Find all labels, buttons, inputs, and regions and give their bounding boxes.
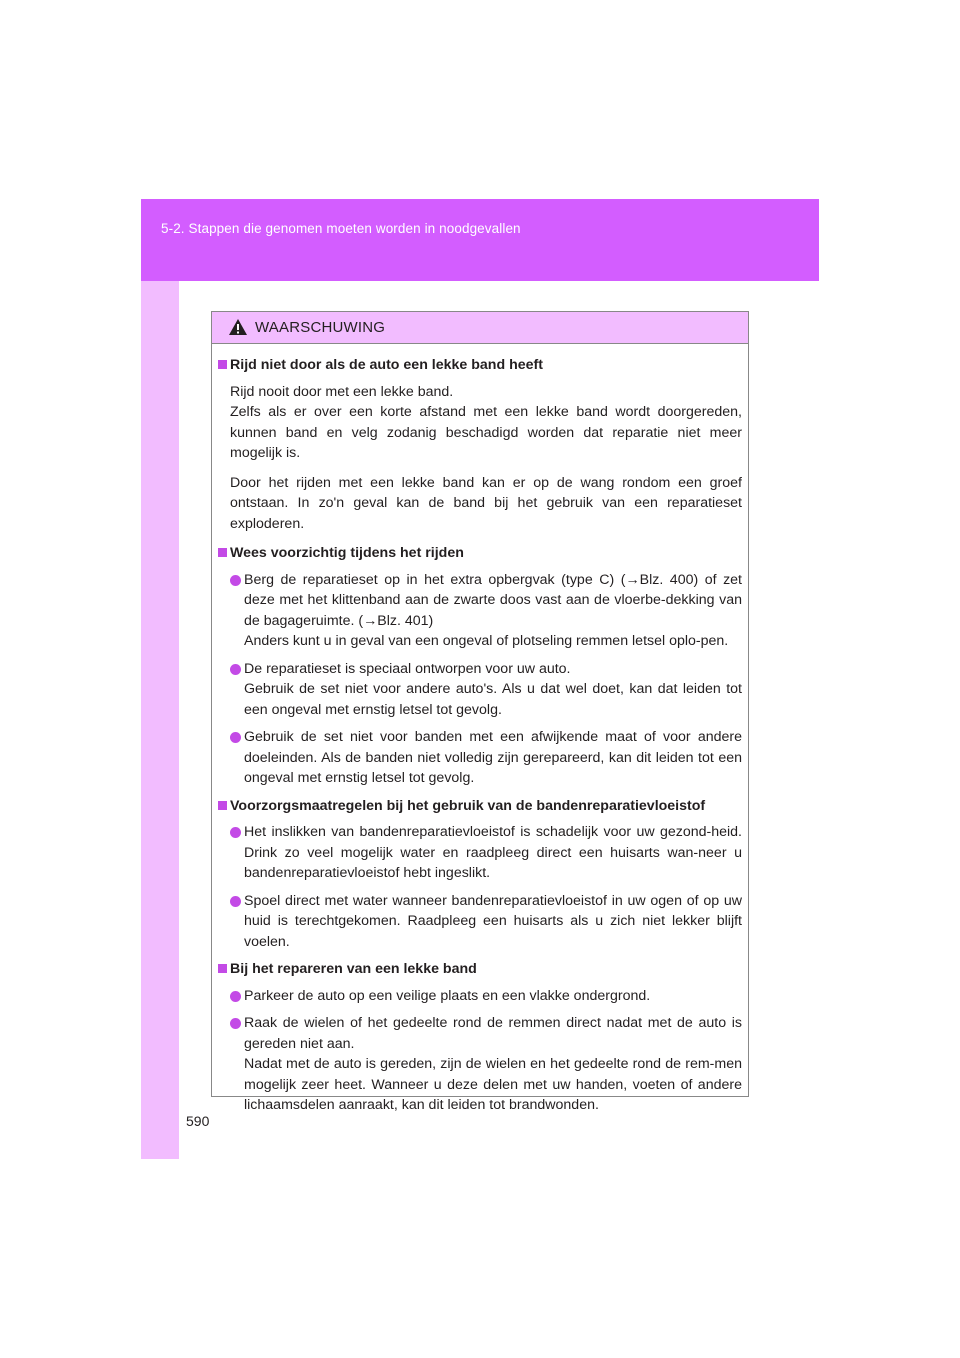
paragraph: Door het rijden met een lekke band kan er op de wang rondom een groef ontstaan. In zo'n geval kan de band bij het gebruik van een reparatieset exploderen. bbox=[230, 474, 742, 532]
bullet-item: Parkeer de auto op een veilige plaats en een vlakke ondergrond. bbox=[218, 986, 742, 1007]
warning-box bbox=[211, 311, 749, 1113]
warning-title: WAARSCHUWING bbox=[255, 319, 386, 336]
warning-triangle-icon bbox=[228, 318, 248, 336]
square-bullet-icon bbox=[218, 548, 227, 557]
warning-content bbox=[212, 344, 748, 1116]
bullet-item: Spoel direct met water wanneer bandenreparatievloeistof in uw ogen of op uw huid is terechtgekomen. Raadpleeg een huisarts als u zich niet lekker blijft voelen. bbox=[218, 891, 742, 953]
circle-bullet-icon bbox=[230, 664, 241, 675]
bullet-item: Het inslikken van bandenreparatievloeistof is schadelijk voor uw gezond-heid. Drink zo veel mogelijk water en raadpleeg direct een huisarts wan-neer u bandenreparatievloeistof hebt ingeslikt. bbox=[218, 822, 742, 884]
section-heading: Voorzorgsmaatregelen bij het gebruik van de bandenreparatievloeistof bbox=[218, 796, 742, 817]
warning-header bbox=[212, 312, 748, 344]
paragraph: Rijd nooit door met een lekke band. Zelfs als er over een korte afstand met een lekke band wordt doorgereden, kunnen band en velg zodanig beschadigd worden dat reparatie niet meer mogelijk is. bbox=[230, 383, 742, 461]
section-header-band bbox=[141, 199, 819, 281]
circle-bullet-icon bbox=[230, 1018, 241, 1029]
circle-bullet-icon bbox=[230, 575, 241, 586]
circle-bullet-icon bbox=[230, 991, 241, 1002]
section-heading: Bij het repareren van een lekke band bbox=[218, 959, 742, 980]
section-heading: Wees voorzichtig tijdens het rijden bbox=[218, 543, 742, 564]
square-bullet-icon bbox=[218, 360, 227, 369]
section-title: 5-2. Stappen die genomen moeten worden in noodgevallen bbox=[161, 221, 521, 236]
section-heading: Rijd niet door als de auto een lekke band heeft bbox=[218, 355, 742, 376]
square-bullet-icon bbox=[218, 801, 227, 810]
square-bullet-icon bbox=[218, 964, 227, 973]
circle-bullet-icon bbox=[230, 896, 241, 907]
circle-bullet-icon bbox=[230, 732, 241, 743]
bullet-item: De reparatieset is speciaal ontworpen voor uw auto. Gebruik de set niet voor andere auto's. Als u dat wel doet, kan dat leiden tot een ongeval met ernstig letsel tot gevolg. bbox=[218, 659, 742, 721]
side-tab-bar bbox=[141, 281, 179, 1159]
circle-bullet-icon bbox=[230, 827, 241, 838]
bullet-item: Berg de reparatieset op in het extra opbergvak (type C) (→Blz. 400) of zet deze met het klittenband aan de zwarte doos vast aan de vloerbe-dekking van de bagageruimte. (→Blz. 401) Anders kunt u in geval van een ongeval of plotseling remmen letsel oplo-pen. bbox=[218, 570, 742, 652]
bullet-item: Raak de wielen of het gedeelte rond de remmen direct nadat met de auto is gereden niet aan. Nadat met de auto is gereden, zijn de wielen en het gedeelte rond de rem-men mogelijk zeer heet. Wanneer u deze delen met uw handen, voeten of andere lichaamsdelen aanraakt, kan dit leiden tot brandwonden. bbox=[218, 1013, 742, 1116]
page-number: 590 bbox=[186, 1113, 210, 1129]
bullet-item: Gebruik de set niet voor banden met een afwijkende maat of voor andere doeleinden. Als de banden niet volledig zijn gerepareerd, kan dit leiden tot een ongeval met ernstig letsel tot gevolg. bbox=[218, 727, 742, 789]
